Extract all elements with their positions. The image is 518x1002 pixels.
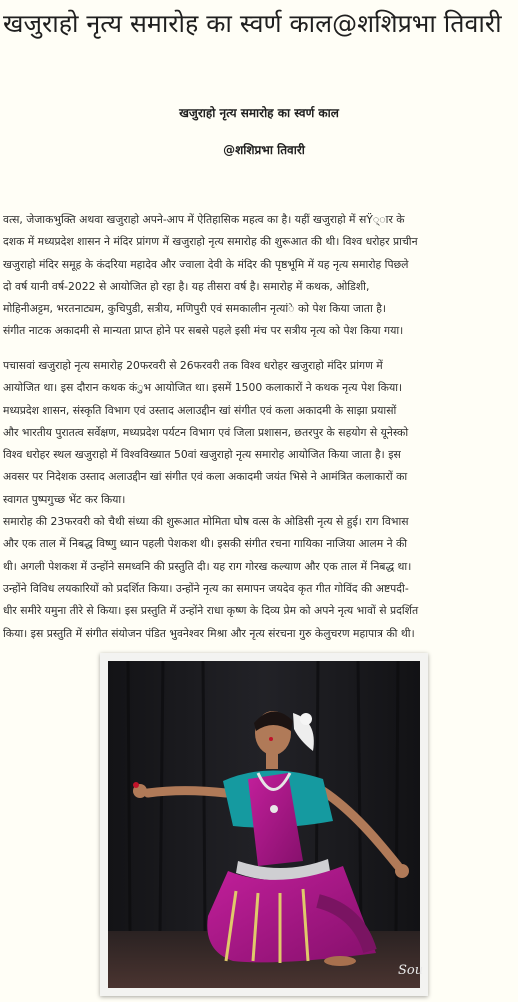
text-line: आयोजित था। इस दौरान कथक कंुभ आयोजित था। इसमें 1500 कलाकारों ने कथक नृत्य पेश किया। [3,381,403,395]
paragraph-intro [3,209,418,343]
post-title: खजुराहो नृत्य समारोह का स्वर्ण काल@शशिप्रभा तिवारी [3,9,502,38]
text-line: और एक ताल में निबद्ध विष्णु ध्यान पहली पेशकश थी। इसकी संगीत रचना गायिका नाजिया आलम ने की [3,537,408,551]
photo-frame [100,653,428,996]
text-line: समारोह की 23फरवरी को चैथी संध्या की शुरूआत मोमिता घोष वत्स के ओडिसी नृत्य से हुई। राग विभास [3,515,409,529]
text-line: किया। इस प्रस्तुति में संगीत संयोजन पंडित भुवनेश्वर मिश्रा और नृत्य संरचना गुरु केलुचरण महापात्र की थी। [3,626,415,640]
text-line: दशक में मध्यप्रदेश शासन ने मंदिर प्रांगण में खजुराहो नृत्य समारोह की शुरूआत की थी। विश्व धरोहर प्राचीन [3,235,418,249]
text-line: अवसर पर निदेशक उस्ताद अलाउद्दीन खां संगीत एवं कला अकादमी जयंत भिसे ने आमंत्रित कलाकारों का [3,470,408,484]
text-line: वत्स, जेजाकभुक्ति अथवा खजुराहो अपने-आप में ऐतिहासिक महत्व का है। यहीं खजुराहो में सŸ्ार के [3,213,405,226]
text-line: विश्व धरोहर स्थल खजुराहो में विश्वविख्यात 50वां खजुराहो नृत्य समारोह आयोजित किया जाता है। इस [3,448,401,462]
article-byline: @शशिप्रभा तिवारी [223,143,305,157]
text-line: मोहिनीअट्टम, भरतनाट्यम, कुचिपुडी, सत्रीय, मणिपुरी एवं समकालीन नृत्यांे को पेश किया जाता है। [3,302,387,316]
odissi-dancer-photo [108,661,424,988]
photo-watermark: Sou [398,963,424,978]
text-line: दो वर्ष यानी वर्ष-2022 से आयोजित हो रहा है। यह तीसरा वर्ष है। समारोह में कथक, ओडिशी, [3,279,370,293]
text-line: संगीत नाटक अकादमी से मान्यता प्राप्त होने पर सबसे पहले इसी मंच पर सत्रीय नृत्य को पेश किया गया। [3,324,404,338]
text-line: स्वागत पुष्पगुच्छ भेंट कर किया। [3,492,126,506]
text-line: खजुराहो मंदिर समूह के कंदरिया महादेव और ज्वाला देवी के मंदिर की पृष्ठभूमि में यह नृत्य समारोह पिछले [3,257,409,271]
text-line: उन्होंने विविध लयकारियों को प्रदर्शित किया। उन्होंने नृत्य का समापन जयदेव कृत गीत गोविंद की अष्टपदी- [3,581,409,595]
paragraph-festival [3,355,418,645]
text-line: थी। अगली पेशकश में उन्होंने समध्वनि की प्रस्तुति दी। यह राग गोरख कल्याण और एक ताल में निबद्ध था। [3,559,412,573]
text-line: और भारतीय पुरातत्व सर्वेक्षण, मध्यप्रदेश पर्यटन विभाग एवं जिला प्रशासन, छतरपुर के सहयोग से यूनेस्को [3,425,409,439]
text-line: पचासवां खजुराहो नृत्य समारोह 20फरवरी से 26फरवरी तक विश्व धरोहर खजुराहो मंदिर प्रांगण में [3,359,383,372]
article-subtitle: खजुराहो नृत्य समारोह का स्वर्ण काल [179,106,339,120]
text-line: धीर समीरे यमुना तीरे से किया। इस प्रस्तुति में उन्होंने राधा कृष्ण के दिव्य प्रेम को अपने नृत्य भावों से प्रदर्शित [3,604,419,618]
text-line: मध्यप्रदेश शासन, संस्कृति विभाग एवं उस्ताद अलाउद्दीन खां संगीत एवं कला अकादमी के साझा प्रयासों [3,403,397,417]
